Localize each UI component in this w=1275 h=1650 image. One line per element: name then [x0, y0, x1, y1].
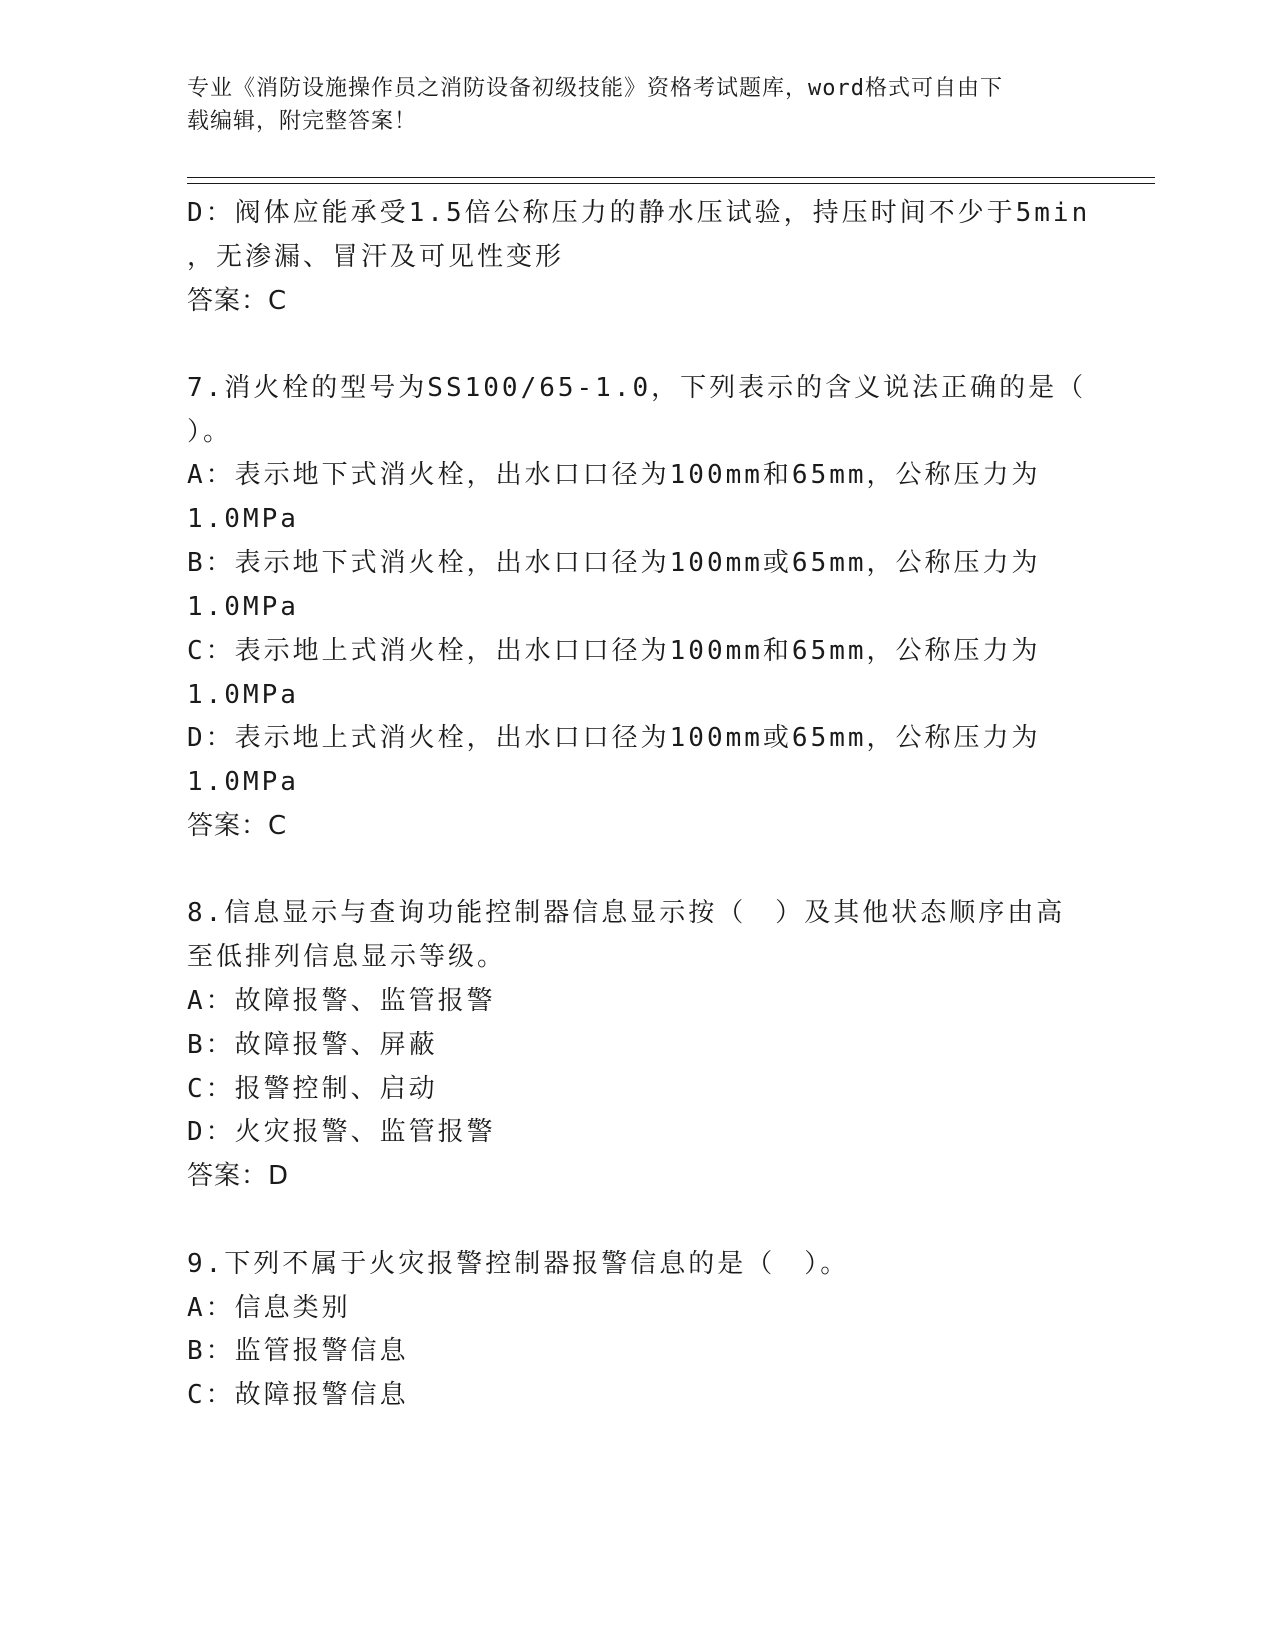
- question-8-answer: 答案：D: [187, 1161, 290, 1191]
- question-7-title: 7.消火栓的型号为SS100/65-1.0，下列表示的含义说法正确的是（: [187, 373, 1087, 403]
- question-7-option-d-continuation: 1.0MPa: [187, 767, 299, 797]
- question-8-title-continuation: 至低排列信息显示等级。: [187, 942, 507, 972]
- question-9-option-c: C：故障报警信息: [187, 1380, 409, 1410]
- question-9-option-b: B：监管报警信息: [187, 1336, 409, 1366]
- question-7-answer: 答案：C: [187, 811, 288, 841]
- question-7-option-b-continuation: 1.0MPa: [187, 592, 299, 622]
- question-7-option-c: C：表示地上式消火栓，出水口口径为100mm和65mm，公称压力为: [187, 636, 1041, 666]
- header-divider: [187, 183, 1155, 184]
- question-8-title: 8.信息显示与查询功能控制器信息显示按（ ）及其他状态顺序由高: [187, 898, 1066, 928]
- header-divider: [187, 177, 1155, 178]
- header-line: 专业《消防设施操作员之消防设备初级技能》资格考试题库，word格式可自由下: [187, 76, 1003, 101]
- question-9-option-a: A：信息类别: [187, 1293, 351, 1323]
- option-d-line: D：阀体应能承受1.5倍公称压力的静水压试验，持压时间不少于5min: [187, 198, 1091, 228]
- question-7-option-d: D：表示地上式消火栓，出水口口径为100mm或65mm，公称压力为: [187, 723, 1041, 753]
- question-8-option-d: D：火灾报警、监管报警: [187, 1117, 496, 1147]
- question-7-option-b: B：表示地下式消火栓，出水口口径为100mm或65mm，公称压力为: [187, 548, 1041, 578]
- question-8-option-b: B：故障报警、屏蔽: [187, 1030, 438, 1060]
- question-8-option-a: A：故障报警、监管报警: [187, 986, 496, 1016]
- question-9-title: 9.下列不属于火灾报警控制器报警信息的是（ ）。: [187, 1249, 850, 1279]
- question-8-option-c: C：报警控制、启动: [187, 1074, 438, 1104]
- question-7-option-a: A：表示地下式消火栓，出水口口径为100mm和65mm，公称压力为: [187, 460, 1041, 490]
- header-line: 载编辑，附完整答案！: [187, 109, 418, 134]
- question-7-option-a-continuation: 1.0MPa: [187, 504, 299, 534]
- question-7-option-c-continuation: 1.0MPa: [187, 680, 299, 710]
- option-d-continuation: ，无渗漏、冒汗及可见性变形: [187, 242, 565, 272]
- document-header: [187, 72, 1087, 138]
- answer-line: 答案：C: [187, 286, 288, 316]
- question-7-title-continuation: ）。: [187, 417, 233, 447]
